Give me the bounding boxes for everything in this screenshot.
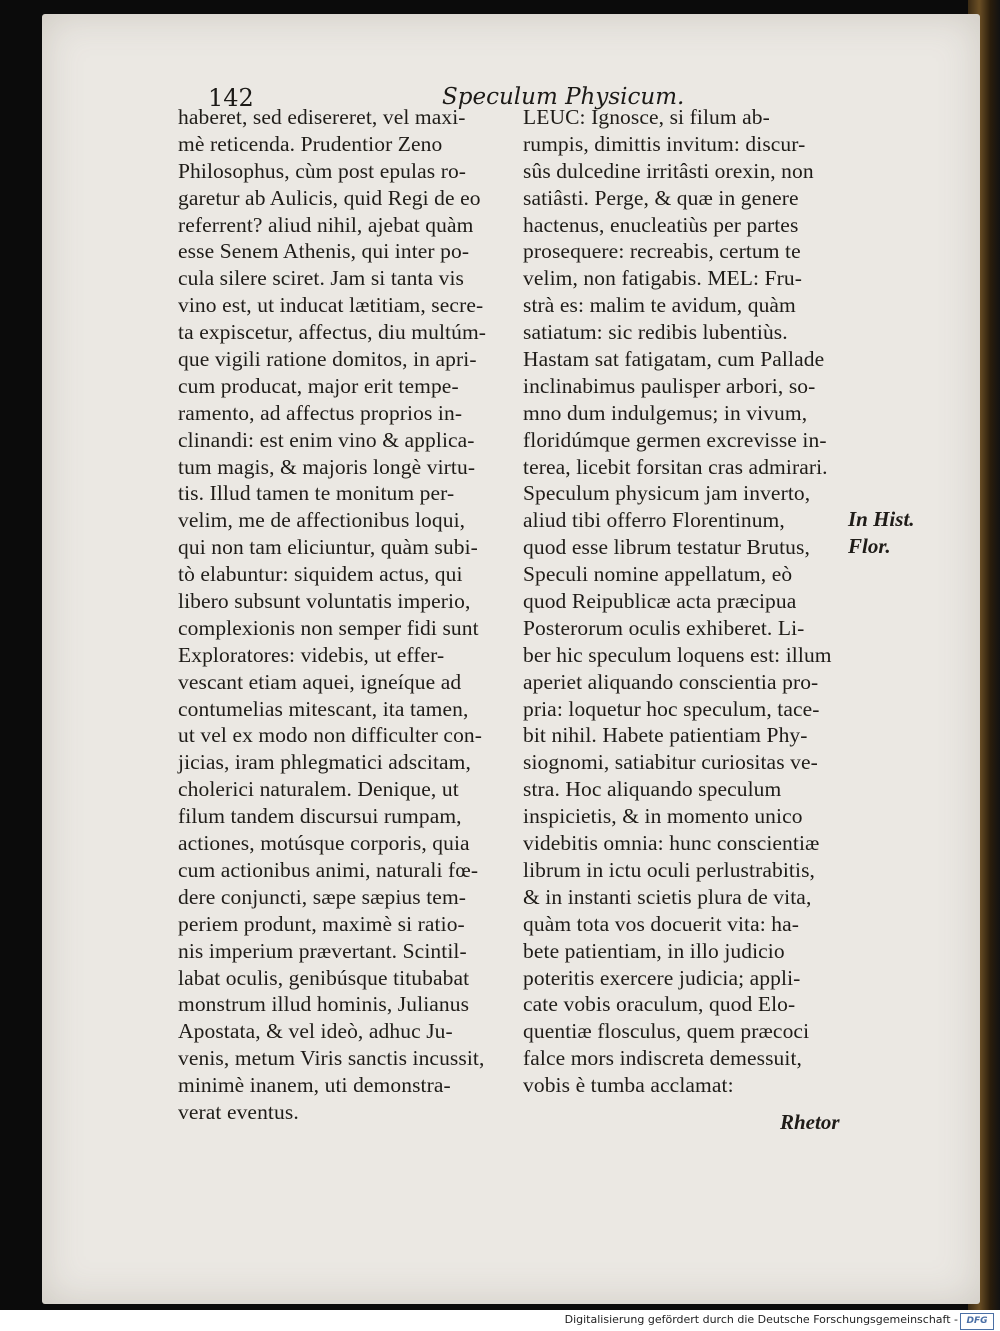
text-line: cum producat, major erit tempe- [178, 373, 459, 398]
text-line: rumpis, dimittis invitum: discur- [523, 131, 806, 156]
text-line: ramento, ad affectus proprios in- [178, 400, 463, 425]
text-line: siognomi, satiabitur curiositas ve- [523, 750, 818, 775]
text-line: qui non tam eliciuntur, quàm subi- [178, 535, 478, 560]
text-line: Apostata, & vel ideò, adhuc Ju- [178, 1019, 453, 1044]
text-line: mno dum indulgemus; in vivum, [523, 400, 808, 425]
text-line: Philosophus, cùm post epulas ro- [178, 158, 467, 183]
footer-credit: Digitalisierung gefördert durch die Deutsche Forschungsgemeinschaft - [564, 1313, 958, 1326]
text-line: venis, metum Viris sanctis incussit, [178, 1046, 485, 1071]
text-line: dere conjuncti, sæpe sæpius tem- [178, 884, 467, 909]
text-line: minimè inanem, uti demonstra- [178, 1073, 451, 1098]
text-line: labat oculis, genibúsque titubabat [178, 965, 470, 990]
text-line: inclinabimus paulisper arbori, so- [523, 373, 816, 398]
text-line: ta expiscetur, affectus, diu multúm- [178, 320, 487, 345]
text-line: hactenus, enucleatiùs per partes [523, 212, 799, 237]
text-line: cate vobis oraculum, quod Elo- [523, 992, 796, 1017]
text-line: jicias, iram phlegmatici adscitam, [178, 750, 471, 775]
text-line: librum in ictu oculi perlustrabitis, [523, 857, 816, 882]
text-line: Posterorum oculis exhiberet. Li- [523, 615, 805, 640]
text-line: tò elabuntur: siquidem actus, qui [178, 562, 463, 587]
text-line: verat eventus. [178, 1099, 299, 1124]
text-line: videbitis omnia: hunc conscientiæ [523, 831, 820, 856]
text-line: aliud tibi offerro Florentinum, [523, 508, 785, 533]
marginal-note [848, 506, 915, 560]
text-line: clinandi: est enim vino & applica- [178, 427, 475, 452]
page-number: 142 [208, 84, 254, 112]
text-line: tum magis, & majoris longè virtu- [178, 454, 476, 479]
text-line: vobis è tumba acclamat: [523, 1073, 734, 1098]
text-line: complexionis non semper fidi sunt [178, 615, 479, 640]
text-line: velim, non fatigabis. MEL: Fru- [523, 266, 802, 291]
text-line: tis. Illud tamen te monitum per- [178, 481, 455, 506]
text-line: mè reticenda. Prudentior Zeno [178, 131, 443, 156]
text-line: periem produnt, maximè si ratio- [178, 911, 465, 936]
text-line: quentiæ flosculus, quem præcoci [523, 1019, 810, 1044]
marginal-note-line: In Hist. [848, 507, 915, 531]
text-line: stra. Hoc aliquando speculum [523, 777, 782, 802]
text-line: bete patientiam, in illo judicio [523, 938, 785, 963]
text-line: satiatum: sic redibis lubentiùs. [523, 320, 788, 345]
text-line: poteritis exercere judicia; appli- [523, 965, 801, 990]
text-line: & in instanti scietis plura de vita, [523, 884, 812, 909]
text-line: garetur ab Aulicis, quid Regi de eo [178, 185, 481, 210]
text-line: terea, licebit forsitan cras admirari. [523, 454, 828, 479]
text-line: vino est, ut inducat lætitiam, secre- [178, 293, 484, 318]
text-line: inspicietis, & in momento unico [523, 804, 803, 829]
text-line: cholerici naturalem. Denique, ut [178, 777, 459, 802]
text-line: falce mors indiscreta demessuit, [523, 1046, 803, 1071]
text-line: prosequere: recreabis, certum te [523, 239, 801, 264]
text-line: haberet, sed edisereret, vel maxi- [178, 105, 466, 129]
text-line: ber hic speculum loquens est: illum [523, 642, 832, 667]
text-line: cum actionibus animi, naturali fœ- [178, 857, 479, 882]
text-line: esse Senem Athenis, qui inter po- [178, 239, 470, 264]
text-line: satiâsti. Perge, & quæ in genere [523, 185, 799, 210]
catchword: Rhetor [780, 1110, 840, 1134]
text-line: ut vel ex modo non difficulter con- [178, 723, 483, 748]
text-line: quod Reipublicæ acta præcipua [523, 589, 797, 614]
text-line: cula silere sciret. Jam si tanta vis [178, 266, 464, 291]
dfg-logo: DFG [960, 1313, 994, 1330]
text-line: quod esse librum testatur Brutus, [523, 535, 810, 560]
text-line: referrent? aliud nihil, ajebat quàm [178, 212, 474, 237]
text-line: pria: loquetur hoc speculum, tace- [523, 696, 820, 721]
text-line: Hastam sat fatigatam, cum Pallade [523, 347, 825, 372]
text-line: libero subsunt voluntatis imperio, [178, 589, 471, 614]
text-line: quàm tota vos docuerit vita: ha- [523, 911, 800, 936]
text-line: strà es: malim te avidum, quàm [523, 293, 796, 318]
text-line: Exploratores: videbis, ut effer- [178, 642, 445, 667]
text-line: actiones, motúsque corporis, quia [178, 831, 470, 856]
right-text-column [523, 104, 853, 1099]
text-line: Speculi nomine appellatum, eò [523, 562, 793, 587]
text-line: Speculum physicum jam inverto, [523, 481, 811, 506]
marginal-note-line: Flor. [848, 533, 891, 558]
text-line: floridúmque germen excrevisse in- [523, 427, 827, 452]
text-line: vescant etiam aquei, igneíque ad [178, 669, 462, 694]
text-line: bit nihil. Habete patientiam Phy- [523, 723, 808, 748]
text-line: sûs dulcedine irritâsti orexin, non [523, 158, 814, 183]
text-line: contumelias mitescant, ita tamen, [178, 696, 469, 721]
footer-bar [0, 1310, 1000, 1331]
text-line: LEUC: Ignosce, si filum ab- [523, 105, 770, 129]
text-line: monstrum illud hominis, Julianus [178, 992, 470, 1017]
text-line: nis imperium prævertant. Scintil- [178, 938, 467, 963]
text-line: filum tandem discursui rumpam, [178, 804, 462, 829]
text-line: velim, me de affectionibus loqui, [178, 508, 466, 533]
running-title: Speculum Physicum. [442, 84, 685, 110]
text-line: aperiet aliquando conscientia pro- [523, 669, 819, 694]
left-text-column [178, 104, 528, 1126]
text-line: que vigili ratione domitos, in apri- [178, 347, 477, 372]
